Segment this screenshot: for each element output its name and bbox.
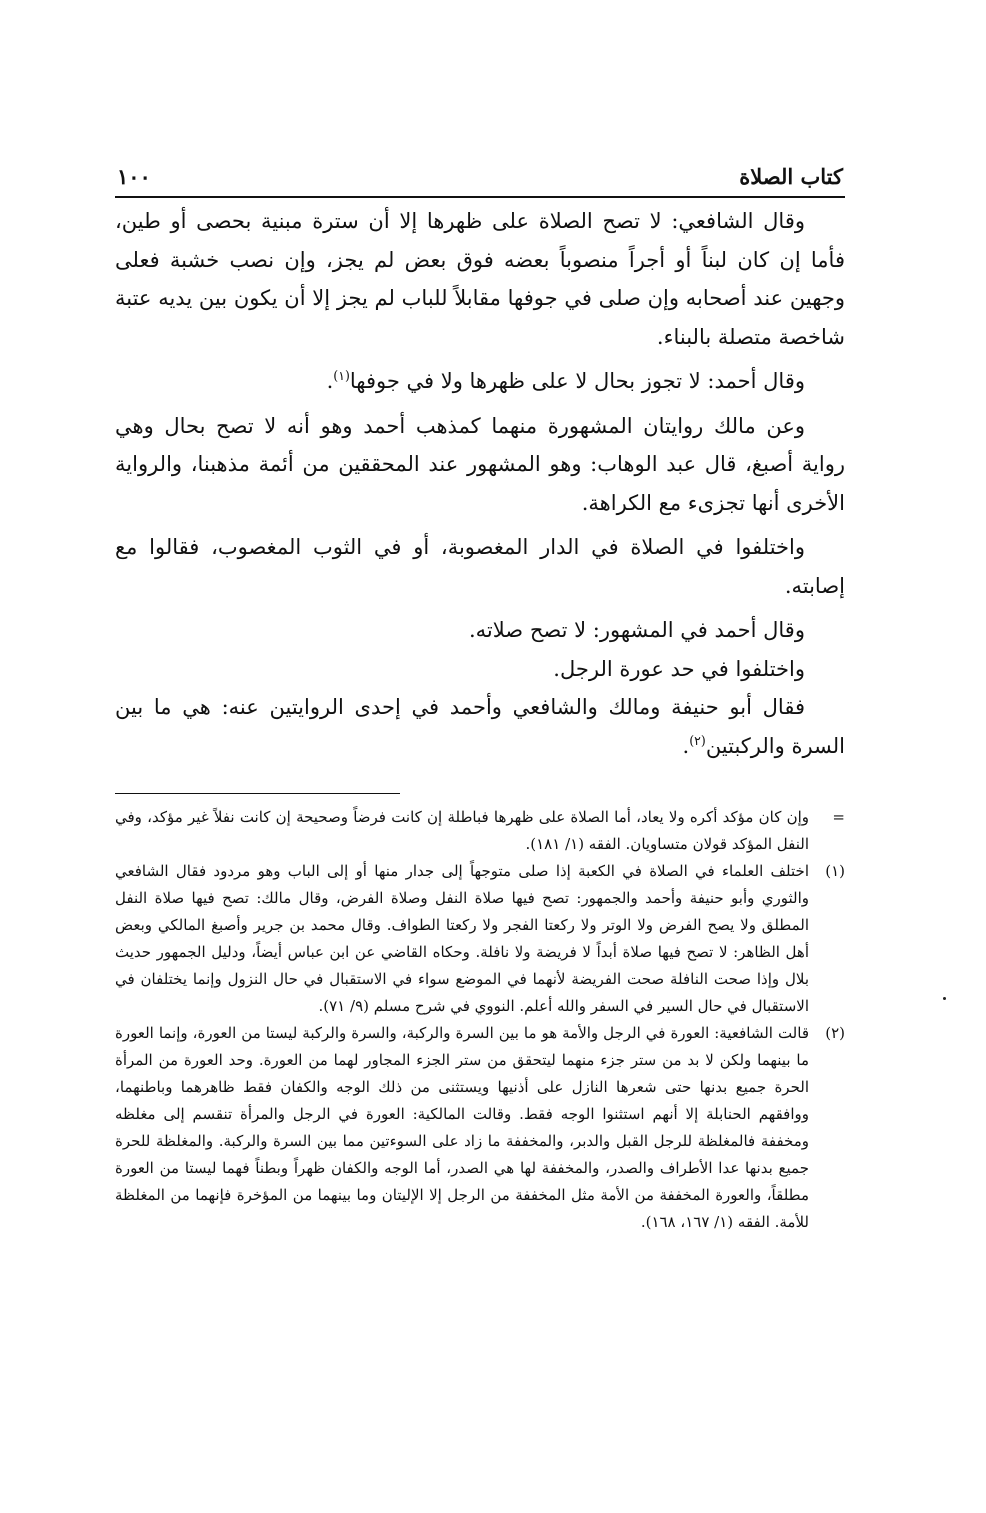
footnote-text: اختلف العلماء في الصلاة في الكعبة إذا صلى متوجهاً إلى جدار منها أو إلى الباب وهو مردود فقال الشافعي والثوري وأبو حنيفة وأحمد والجمهور: تصح فيها صلاة النفل وصلاة الفرض، وقال مالك: تصح فيها صلاة النفل المطلق ولا يصح الفرض ولا الوتر ولا ركعتا الفجر ولا ركعتا الطواف. وقال محمد بن جرير وأصبغ المالكي وبعض أهل الظاهر: لا تصح فيها صلاة أبداً لا فريضة ولا نافلة. وحكاه القاضي عن ابن عباس أيضاً، ودليل الجمهور حديث بلال وإذا صحت النافلة صحت الفريضة لأنهما في الموضع سواء في الاستقبال في حال النزول وإنما يختلفان في الاستقبال في حال السير في السفر والله أعلم. النووي في شرح مسلم (٩/ ٧١). [115,862,809,1015]
book-page [115,160,845,1236]
paragraph-ahmad-end: . [326,369,334,393]
paragraph-usurped-place: واختلفوا في الصلاة في الدار المغصوبة، أو في الثوب المغصوب، فقالوا مع إصابته. [115,535,845,598]
paragraph-ahmad-usurped: وقال أحمد في المشهور: لا تصح صلاته. [469,618,805,642]
header-rule [115,196,845,198]
paragraph-awrah-opinions [115,688,845,765]
footnotes [115,804,845,1236]
footnote-1 [115,858,845,1020]
scan-speck [943,997,946,1000]
footnote-text: وإن كان مؤكد أكره ولا يعاد، أما الصلاة على ظهرها فباطلة إن كانت فرضاً وصحيحة إن كانت نفلاً غير مؤكد، وفي النفل المؤكد قولان متساويان. الفقه (١/ ١٨١). [115,808,809,853]
paragraph-ahmad-text: وقال أحمد: لا تجوز بحال لا على ظهرها ولا في جوفها [349,369,805,393]
main-text [115,202,845,765]
footnote-rule [115,793,400,794]
page-number: ١٠٠ [117,164,151,189]
running-title: كتاب الصلاة [739,164,843,189]
footnote-marker: = [832,808,845,826]
footnote-ref-1[interactable]: (١) [333,368,350,383]
footnote-continued [115,804,845,858]
paragraph-shafii: وقال الشافعي: لا تصح الصلاة على ظهرها إلا أن سترة مبنية بحصى أو طين، فأما إن كان لبناً أو أجراً منصوباً بعضه فوق بعض لم يجز، وإن نصب خشبة فعلى وجهين عند أصحابه وإن صلى في جوفها مقابلاً للباب لم يجز إلا أن يكون بين يديه عتبة شاخصة متصلة بالبناء. [115,209,845,349]
paragraph-ahmad [115,362,845,401]
paragraph-malik: وعن مالك روايتان المشهورة منهما كمذهب أحمد وهو أنه لا تصح بحال وهي رواية أصبغ، قال عبد الوهاب: وهو المشهور عند المحققين من أئمة مذهبنا، والرواية الأخرى أنها تجزىء مع الكراهة. [115,413,845,515]
paragraph-awrah-end: . [682,733,690,758]
footnote-marker: (١) [825,862,845,880]
paragraph-awrah-intro: واختلفوا في حد عورة الرجل. [553,656,805,681]
footnote-marker: (٢) [825,1024,845,1042]
page-header [115,160,845,196]
footnote-2 [115,1020,845,1236]
footnote-text: قالت الشافعية: العورة في الرجل والأمة هو ما بين السرة والركبة، والسرة والركبة ليستا من العورة، وإنما العورة ما بينهما ولكن لا بد من ستر جزء منهما ليتحقق من ستر الجزء المجاور لهما من العورة. وحد العورة من المرأة الحرة جميع بدنها حتى شعرها النازل على أذنيها ويستثنى من ذلك الوجه والكفان فقط ظاهرهما وباطنهما، ووافقهم الحنابلة إلا أنهم استثنوا الوجه فقط. وقالت المالكية: العورة في الرجل والمرأة تنقسم إلى مغلظه ومخففة فالمغلظة للرجل القبل والدبر، والمخففة ما زاد على السوءتين مما بين السرة والركبة. والمغلظة للحرة جميع بدنها عدا الأطراف والصدر، والمخففة لها هي الصدر، أما الوجه والكفان ظهراً وبطناً فهما ليستا من العورة مطلقاً، والعورة المخففة من الأمة مثل المخففة من الرجل إلا الإليتان وما بينهما من المؤخرة فإنهما من المغلظة للأمة. الفقه (١/ ١٦٧، ١٦٨). [115,1024,809,1231]
footnote-ref-2[interactable]: (٢) [689,732,706,748]
paragraph-awrah-text: فقال أبو حنيفة ومالك والشافعي وأحمد في إحدى الروايتين عنه: هي ما بين السرة والركبتين [115,695,845,758]
